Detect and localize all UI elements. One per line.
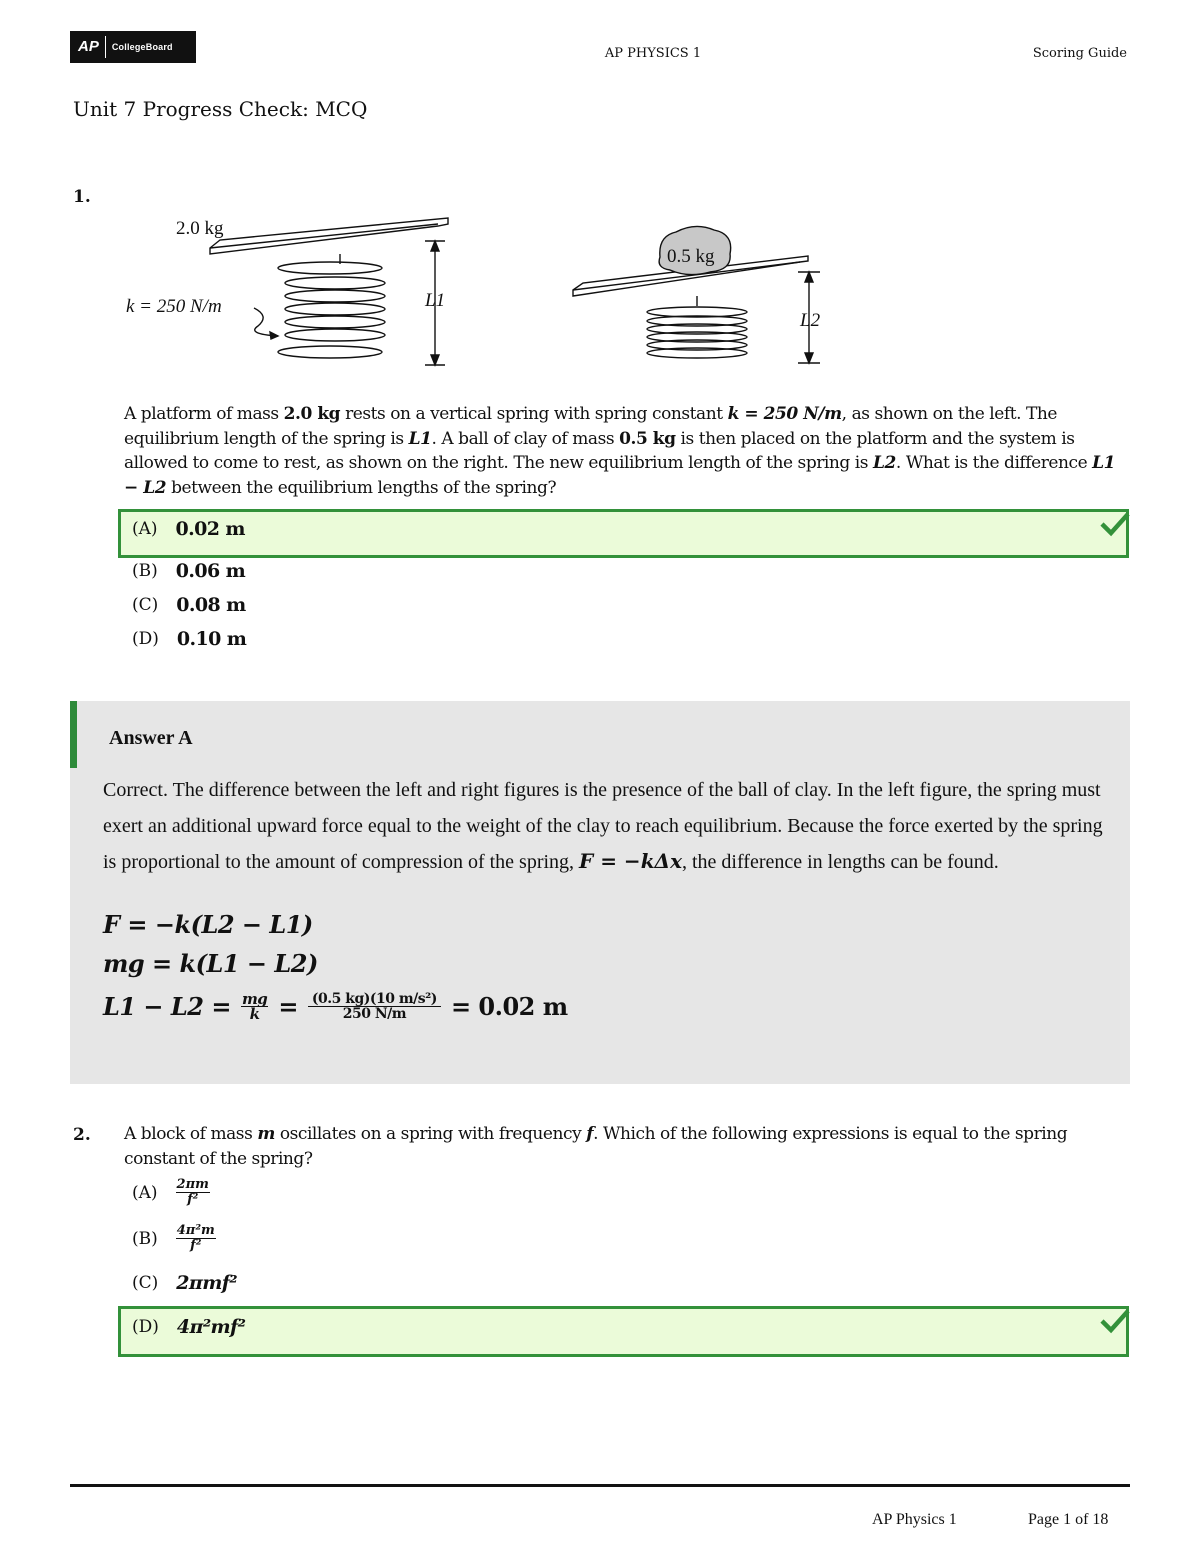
spring-figure [120, 208, 840, 373]
spring-constant: k = 250 N/m [727, 404, 842, 424]
fraction-a: $\frac{2\pi m}{\text{f²}}$ [176, 1177, 209, 1207]
q2-choice-a[interactable]: (A) $\frac{2\pi m}{\text{f²}}$ [132, 1177, 209, 1207]
figure-right-mass: 0.5 kg [667, 246, 715, 267]
q2-choice-c[interactable]: (C) 2πmf² [132, 1272, 238, 1294]
footer-page-number: Page 1 of 18 [1028, 1511, 1109, 1528]
answer-title: Answer A [109, 727, 193, 749]
fraction-mg-over-k: $\frac{mg}{k}$ [241, 990, 268, 1023]
figure-L2: L2 [800, 310, 821, 331]
logo-collegeboard-text: CollegeBoard [111, 42, 173, 52]
header-course: AP PHYSICS 1 [604, 46, 702, 61]
question-2-number: 2. [73, 1125, 91, 1145]
mass-platform: 2.0 kg [283, 404, 341, 424]
q1-choice-d[interactable]: (D) 0.10 m [132, 628, 247, 650]
correct-answer-highlight [118, 1306, 1129, 1357]
checkmark-icon [1100, 511, 1130, 537]
fraction-b: $\frac{\text{4π²m}}{\text{f²}}$ [176, 1223, 215, 1253]
footer-rule [70, 1484, 1130, 1487]
question-2-text: A block of mass m oscillates on a spring with frequency f. Which of the following expressions is equal to the spring constant of the spring? [124, 1124, 1068, 1169]
q2-choice-d[interactable]: (D) 4π²mf² [132, 1316, 246, 1338]
logo-ap-text: AP [72, 36, 106, 58]
correct-answer-highlight [118, 509, 1129, 558]
equation-3: L1 − L2 = $\frac{mg}{k}$ = $\frac{\text{(0.5 kg)(10 m/s²)}}{250 N/m}$ = 0.02 m [103, 990, 568, 1023]
answer-accent-bar [70, 701, 77, 768]
q1-choice-a[interactable]: (A) 0.02 m [132, 518, 245, 540]
q1-choice-c[interactable]: (C) 0.08 m [132, 594, 246, 616]
figure-L1: L1 [425, 290, 446, 311]
question-1-text: A platform of mass 2.0 kg rests on a vertical spring with spring constant k = 250 N/m, as shown on the left. The equilibrium length of the spring is L1. A ball of clay of mass 0.5 kg is then placed on the platform and the system is allowed to come to rest, as shown on the right. The new equilibrium length of the spring is L2. What is the difference L1 − L2 between the equilibrium lengths of the spring? [124, 404, 1116, 498]
equation-1: F = −k(L2 − L1) [103, 910, 313, 939]
fraction-numeric: $\frac{\text{(0.5 kg)(10 m/s²)}}{250 N/m}$ [308, 992, 441, 1021]
checkmark-icon [1100, 1308, 1130, 1334]
answer-explanation-text: Correct. The difference between the left and right figures is the presence of the ball of clay. In the left figure, the spring must exert an additional upward force equal to the weight of the clay to reach equilibrium. Because the force exerted by the spring is proportional to the amount of compression of the spring, F = −kΔx, the difference in lengths can be found. [103, 779, 1103, 873]
header-scoring-guide: Scoring Guide [1032, 46, 1127, 61]
q1-choice-b[interactable]: (B) 0.06 m [132, 560, 246, 582]
page-title: Unit 7 Progress Check: MCQ [73, 97, 368, 121]
q2-choice-b[interactable]: (B) $\frac{\text{4π²m}}{\text{f²}}$ [132, 1223, 215, 1253]
equation-2: mg = k(L1 − L2) [103, 949, 318, 978]
question-1-number: 1. [73, 187, 91, 207]
figure-left-mass: 2.0 kg [176, 218, 224, 239]
answer-explanation-panel [70, 701, 1130, 1084]
mass-clay: 0.5 kg [619, 428, 676, 449]
footer-course: AP Physics 1 [872, 1511, 957, 1528]
figure-k-label: k = 250 N/m [126, 296, 222, 317]
